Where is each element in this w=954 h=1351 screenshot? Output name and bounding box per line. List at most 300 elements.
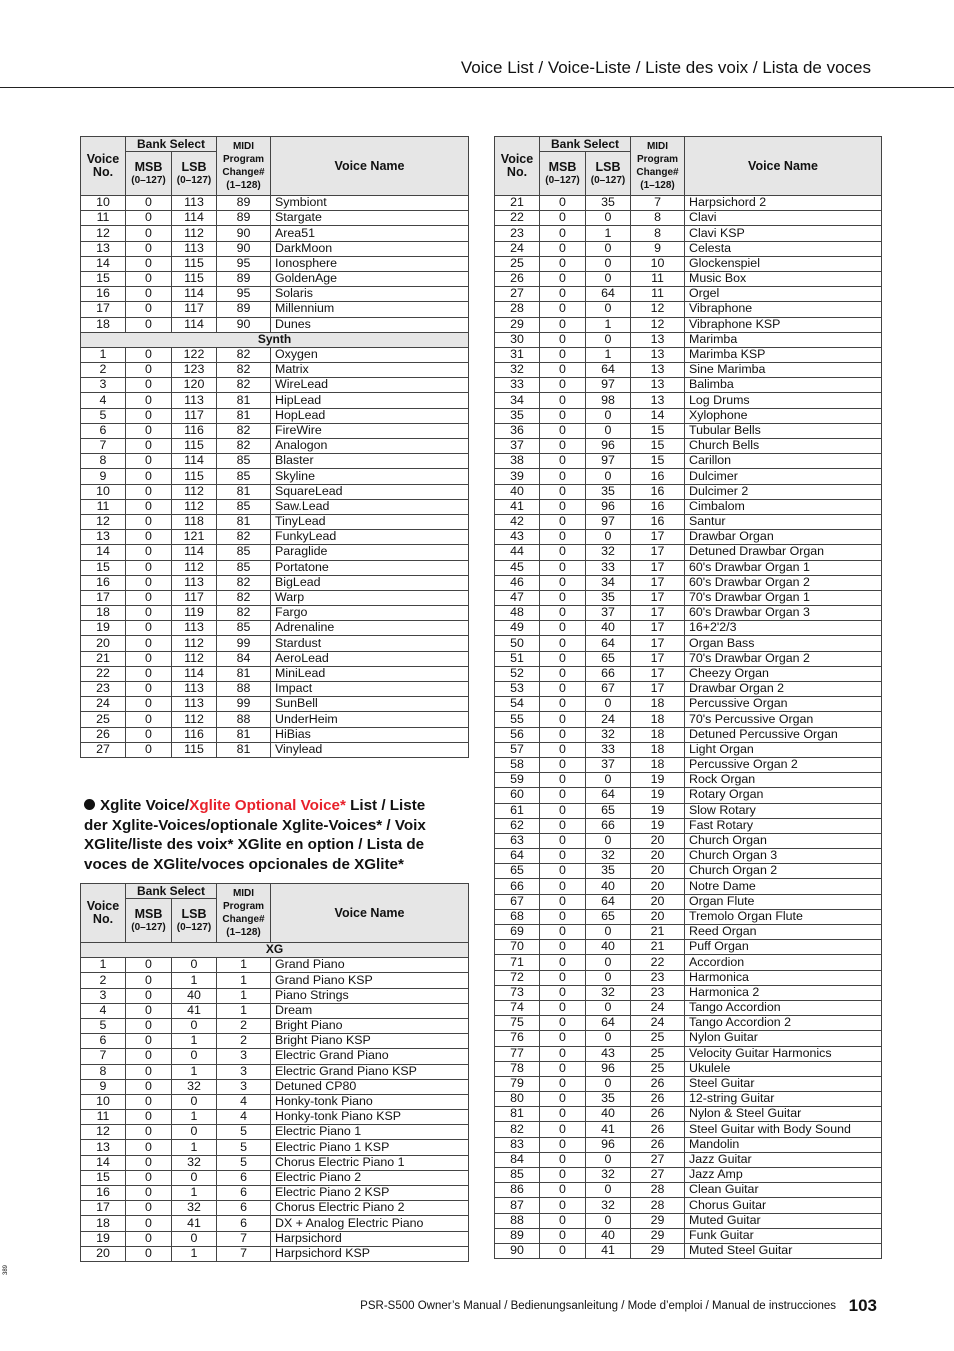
voice-no-cell: 80 bbox=[495, 1092, 540, 1107]
program-change-cell: 8 bbox=[631, 211, 685, 226]
voice-no-cell: 32 bbox=[495, 363, 540, 378]
msb-cell: 0 bbox=[540, 347, 586, 362]
voice-no-cell: 1 bbox=[81, 958, 126, 973]
program-change-cell: 89 bbox=[217, 196, 271, 211]
lsb-cell: 98 bbox=[586, 393, 631, 408]
voice-no-cell: 38 bbox=[495, 454, 540, 469]
program-change-cell: 22 bbox=[631, 955, 685, 970]
program-change-cell: 12 bbox=[631, 317, 685, 332]
table-row bbox=[495, 469, 882, 484]
voice-no-cell: 24 bbox=[81, 697, 126, 712]
table-row bbox=[81, 988, 469, 1003]
lsb-cell: 120 bbox=[172, 378, 217, 393]
voice-no-cell: 20 bbox=[81, 1246, 126, 1261]
table-row bbox=[81, 742, 469, 757]
voice-name-cell: Electric Grand Piano bbox=[271, 1049, 469, 1064]
program-change-cell: 6 bbox=[217, 1216, 271, 1231]
voice-no-cell: 33 bbox=[495, 378, 540, 393]
table-row bbox=[495, 499, 882, 514]
lsb-cell: 0 bbox=[586, 256, 631, 271]
msb-cell: 0 bbox=[126, 408, 172, 423]
lsb-header: LSB (0–127) bbox=[586, 152, 631, 196]
program-change-cell: 29 bbox=[631, 1228, 685, 1243]
voice-name-cell: Notre Dame bbox=[685, 879, 882, 894]
msb-cell: 0 bbox=[540, 940, 586, 955]
voice-no-cell: 16 bbox=[81, 1186, 126, 1201]
table-row bbox=[495, 241, 882, 256]
program-change-cell: 17 bbox=[631, 682, 685, 697]
voice-no-cell: 42 bbox=[495, 514, 540, 529]
voice-no-cell: 46 bbox=[495, 575, 540, 590]
table-row bbox=[81, 241, 469, 256]
program-change-cell: 85 bbox=[217, 621, 271, 636]
lsb-cell: 64 bbox=[586, 363, 631, 378]
voice-no-cell: 76 bbox=[495, 1031, 540, 1046]
table-row bbox=[495, 636, 882, 651]
lsb-cell: 0 bbox=[586, 271, 631, 286]
msb-cell: 0 bbox=[126, 1201, 172, 1216]
voice-name-cell: Harpsichord bbox=[271, 1231, 469, 1246]
program-change-cell: 1 bbox=[217, 1003, 271, 1018]
lsb-cell: 1 bbox=[172, 1064, 217, 1079]
msb-cell: 0 bbox=[126, 1094, 172, 1109]
lsb-cell: 112 bbox=[172, 651, 217, 666]
msb-cell: 0 bbox=[540, 1243, 586, 1258]
program-change-cell: 7 bbox=[217, 1246, 271, 1261]
msb-cell: 0 bbox=[540, 727, 586, 742]
msb-cell: 0 bbox=[540, 1152, 586, 1167]
table-row bbox=[81, 423, 469, 438]
program-change-cell: 95 bbox=[217, 256, 271, 271]
voice-no-cell: 22 bbox=[81, 666, 126, 681]
voice-name-cell: Sine Marimba bbox=[685, 363, 882, 378]
lsb-cell: 66 bbox=[586, 818, 631, 833]
lsb-cell: 0 bbox=[172, 1170, 217, 1185]
table-row bbox=[81, 590, 469, 605]
msb-cell: 0 bbox=[126, 378, 172, 393]
bank-select-header: Bank Select bbox=[126, 137, 217, 152]
voice-no-cell: 19 bbox=[81, 1231, 126, 1246]
table-row bbox=[81, 1064, 469, 1079]
msb-cell: 0 bbox=[126, 287, 172, 302]
voice-no-cell: 52 bbox=[495, 666, 540, 681]
voice-no-cell: 8 bbox=[81, 1064, 126, 1079]
table-row bbox=[81, 682, 469, 697]
msb-cell: 0 bbox=[126, 271, 172, 286]
msb-cell: 0 bbox=[540, 530, 586, 545]
voice-no-cell: 68 bbox=[495, 909, 540, 924]
msb-cell: 0 bbox=[540, 575, 586, 590]
voice-name-header: Voice Name bbox=[685, 137, 882, 196]
voice-no-cell: 37 bbox=[495, 439, 540, 454]
program-change-cell: 20 bbox=[631, 864, 685, 879]
msb-cell: 0 bbox=[540, 621, 586, 636]
lsb-cell: 0 bbox=[586, 332, 631, 347]
msb-cell: 0 bbox=[540, 955, 586, 970]
msb-cell: 0 bbox=[126, 1246, 172, 1261]
table-row bbox=[495, 940, 882, 955]
lsb-cell: 64 bbox=[586, 287, 631, 302]
table-row bbox=[495, 1243, 882, 1258]
table-row bbox=[81, 378, 469, 393]
lsb-cell: 65 bbox=[586, 803, 631, 818]
msb-cell: 0 bbox=[540, 423, 586, 438]
lsb-cell: 116 bbox=[172, 423, 217, 438]
voice-no-cell: 81 bbox=[495, 1107, 540, 1122]
program-change-cell: 3 bbox=[217, 1079, 271, 1094]
program-change-cell: 7 bbox=[631, 196, 685, 211]
msb-cell: 0 bbox=[540, 1016, 586, 1031]
table-row bbox=[495, 970, 882, 985]
voice-no-cell: 18 bbox=[81, 317, 126, 332]
table-row bbox=[495, 1213, 882, 1228]
program-change-cell: 24 bbox=[631, 1016, 685, 1031]
lsb-cell: 113 bbox=[172, 393, 217, 408]
msb-cell: 0 bbox=[540, 636, 586, 651]
voice-no-cell: 23 bbox=[81, 682, 126, 697]
voice-no-cell: 78 bbox=[495, 1061, 540, 1076]
voice-no-cell: 29 bbox=[495, 317, 540, 332]
voice-no-cell: 3 bbox=[81, 988, 126, 1003]
lsb-cell: 1 bbox=[172, 1140, 217, 1155]
program-change-cell: 84 bbox=[217, 651, 271, 666]
lsb-cell: 43 bbox=[586, 1046, 631, 1061]
voice-name-cell: SunBell bbox=[271, 697, 469, 712]
lsb-cell: 64 bbox=[586, 636, 631, 651]
voice-no-cell: 6 bbox=[81, 423, 126, 438]
bullet-icon bbox=[84, 799, 95, 810]
table-row bbox=[495, 211, 882, 226]
table-row bbox=[495, 833, 882, 848]
msb-cell: 0 bbox=[126, 636, 172, 651]
msb-cell: 0 bbox=[126, 1186, 172, 1201]
program-change-cell: 6 bbox=[217, 1186, 271, 1201]
voice-no-cell: 15 bbox=[81, 271, 126, 286]
voice-no-cell: 16 bbox=[81, 575, 126, 590]
msb-cell: 0 bbox=[126, 712, 172, 727]
voice-no-cell: 4 bbox=[81, 393, 126, 408]
program-change-cell: 11 bbox=[631, 287, 685, 302]
program-change-cell: 2 bbox=[217, 1018, 271, 1033]
msb-cell: 0 bbox=[126, 666, 172, 681]
lsb-cell: 32 bbox=[586, 985, 631, 1000]
table-row bbox=[495, 302, 882, 317]
table-row bbox=[495, 894, 882, 909]
lsb-cell: 40 bbox=[586, 621, 631, 636]
program-change-cell: 18 bbox=[631, 727, 685, 742]
table-row bbox=[81, 545, 469, 560]
voice-no-cell: 51 bbox=[495, 651, 540, 666]
msb-cell: 0 bbox=[126, 1155, 172, 1170]
lsb-cell: 118 bbox=[172, 514, 217, 529]
table-row bbox=[495, 454, 882, 469]
lsb-cell: 97 bbox=[586, 378, 631, 393]
voice-name-cell: Ionosphere bbox=[271, 256, 469, 271]
voice-name-cell: Log Drums bbox=[685, 393, 882, 408]
lsb-cell: 0 bbox=[172, 958, 217, 973]
program-change-cell: 5 bbox=[217, 1125, 271, 1140]
table-row bbox=[495, 514, 882, 529]
voice-no-cell: 54 bbox=[495, 697, 540, 712]
voice-table-right bbox=[494, 136, 882, 1259]
voice-no-cell: 49 bbox=[495, 621, 540, 636]
msb-cell: 0 bbox=[540, 894, 586, 909]
msb-cell: 0 bbox=[126, 347, 172, 362]
voice-name-cell: Music Box bbox=[685, 271, 882, 286]
voice-no-cell: 23 bbox=[495, 226, 540, 241]
msb-cell: 0 bbox=[126, 575, 172, 590]
voice-no-cell: 69 bbox=[495, 925, 540, 940]
voice-no-cell: 3 bbox=[81, 378, 126, 393]
voice-no-cell: 13 bbox=[81, 530, 126, 545]
voice-table-xglite bbox=[80, 883, 469, 1262]
voice-no-cell: 27 bbox=[81, 742, 126, 757]
msb-cell: 0 bbox=[540, 211, 586, 226]
table-row bbox=[81, 484, 469, 499]
program-change-cell: 4 bbox=[217, 1110, 271, 1125]
header-divider bbox=[0, 87, 954, 88]
program-change-cell: 82 bbox=[217, 590, 271, 605]
voice-name-cell: Dulcimer bbox=[685, 469, 882, 484]
lsb-cell: 112 bbox=[172, 636, 217, 651]
voice-name-cell: Warp bbox=[271, 590, 469, 605]
msb-cell: 0 bbox=[540, 1122, 586, 1137]
msb-cell: 0 bbox=[540, 271, 586, 286]
voice-name-cell: Orgel bbox=[685, 287, 882, 302]
table-row bbox=[81, 1201, 469, 1216]
lsb-header: LSB (0–127) bbox=[172, 152, 217, 196]
table-row bbox=[81, 363, 469, 378]
table-row bbox=[495, 849, 882, 864]
voice-no-cell: 30 bbox=[495, 332, 540, 347]
table-row bbox=[495, 1228, 882, 1243]
lsb-cell: 96 bbox=[586, 1137, 631, 1152]
lsb-cell: 65 bbox=[586, 909, 631, 924]
voice-name-cell: Clean Guitar bbox=[685, 1183, 882, 1198]
lsb-cell: 66 bbox=[586, 666, 631, 681]
voice-no-cell: 21 bbox=[81, 651, 126, 666]
lsb-cell: 0 bbox=[586, 469, 631, 484]
lsb-cell: 1 bbox=[586, 226, 631, 241]
program-change-cell: 16 bbox=[631, 514, 685, 529]
lsb-cell: 0 bbox=[586, 833, 631, 848]
voice-name-header: Voice Name bbox=[271, 137, 469, 196]
msb-cell: 0 bbox=[126, 1170, 172, 1185]
program-change-cell: 17 bbox=[631, 560, 685, 575]
lsb-cell: 0 bbox=[586, 241, 631, 256]
program-change-cell: 13 bbox=[631, 378, 685, 393]
table-row bbox=[81, 196, 469, 211]
msb-cell: 0 bbox=[540, 788, 586, 803]
table-row bbox=[495, 484, 882, 499]
program-change-cell: 10 bbox=[631, 256, 685, 271]
table-row bbox=[495, 773, 882, 788]
voice-no-cell: 24 bbox=[495, 241, 540, 256]
table-row bbox=[81, 1094, 469, 1109]
section-row bbox=[81, 332, 469, 347]
program-change-cell: 27 bbox=[631, 1152, 685, 1167]
program-change-cell: 17 bbox=[631, 606, 685, 621]
table-row bbox=[81, 1110, 469, 1125]
bank-select-header: Bank Select bbox=[126, 884, 217, 899]
voice-name-cell: Electric Piano 2 KSP bbox=[271, 1186, 469, 1201]
msb-cell: 0 bbox=[126, 606, 172, 621]
table-row bbox=[495, 575, 882, 590]
program-change-cell: 24 bbox=[631, 1000, 685, 1015]
voice-no-cell: 20 bbox=[81, 636, 126, 651]
lsb-cell: 113 bbox=[172, 241, 217, 256]
lsb-cell: 112 bbox=[172, 226, 217, 241]
table-row bbox=[495, 1000, 882, 1015]
voice-no-cell: 61 bbox=[495, 803, 540, 818]
msb-cell: 0 bbox=[126, 1110, 172, 1125]
table-row bbox=[495, 606, 882, 621]
program-change-cell: 89 bbox=[217, 211, 271, 226]
lsb-cell: 32 bbox=[172, 1155, 217, 1170]
msb-cell: 0 bbox=[126, 256, 172, 271]
msb-cell: 0 bbox=[126, 363, 172, 378]
msb-cell: 0 bbox=[126, 621, 172, 636]
table-row bbox=[81, 727, 469, 742]
msb-cell: 0 bbox=[126, 439, 172, 454]
voice-name-cell: Grand Piano bbox=[271, 958, 469, 973]
voice-name-cell: DX + Analog Electric Piano bbox=[271, 1216, 469, 1231]
msb-cell: 0 bbox=[540, 393, 586, 408]
table-row bbox=[81, 1034, 469, 1049]
table-row bbox=[495, 879, 882, 894]
program-change-cell: 20 bbox=[631, 833, 685, 848]
lsb-cell: 32 bbox=[586, 849, 631, 864]
lsb-cell: 112 bbox=[172, 712, 217, 727]
lsb-cell: 121 bbox=[172, 530, 217, 545]
voice-no-cell: 53 bbox=[495, 682, 540, 697]
voice-name-cell: Electric Piano 2 bbox=[271, 1170, 469, 1185]
voice-no-cell: 12 bbox=[81, 514, 126, 529]
lsb-cell: 32 bbox=[586, 1168, 631, 1183]
table-row bbox=[495, 1122, 882, 1137]
program-change-cell: 15 bbox=[631, 454, 685, 469]
voice-name-cell: Fargo bbox=[271, 606, 469, 621]
table-row bbox=[495, 1152, 882, 1167]
voice-name-cell: Marimba KSP bbox=[685, 347, 882, 362]
lsb-cell: 67 bbox=[586, 682, 631, 697]
voice-name-cell: Piano Strings bbox=[271, 988, 469, 1003]
program-change-cell: 15 bbox=[631, 423, 685, 438]
table-row bbox=[81, 271, 469, 286]
program-change-cell: 17 bbox=[631, 545, 685, 560]
voice-no-cell: 12 bbox=[81, 1125, 126, 1140]
lsb-cell: 65 bbox=[586, 651, 631, 666]
table-row bbox=[81, 302, 469, 317]
msb-cell: 0 bbox=[540, 454, 586, 469]
program-change-cell: 3 bbox=[217, 1049, 271, 1064]
lsb-cell: 35 bbox=[586, 196, 631, 211]
program-change-cell: 17 bbox=[631, 666, 685, 681]
voice-no-cell: 87 bbox=[495, 1198, 540, 1213]
table-row bbox=[495, 621, 882, 636]
voice-no-cell: 15 bbox=[81, 560, 126, 575]
xglite-section-heading: Xglite Voice/Xglite Optional Voice* List / Liste der Xglite-Voices/optionale Xglite-Voices* / Voix XGlite/liste des voix* XGlite en option / Lista de voces de XGlite/voces opcionales de XGlite* bbox=[84, 797, 426, 873]
voice-name-cell: Oxygen bbox=[271, 347, 469, 362]
voice-name-cell: 70's Drawbar Organ 1 bbox=[685, 590, 882, 605]
voice-name-cell: Jazz Amp bbox=[685, 1168, 882, 1183]
lsb-cell: 32 bbox=[586, 1198, 631, 1213]
voice-name-cell: Glockenspiel bbox=[685, 256, 882, 271]
voice-no-cell: 34 bbox=[495, 393, 540, 408]
table-row bbox=[495, 1137, 882, 1152]
program-change-header: MIDI Program Change# (1–128) bbox=[631, 137, 685, 196]
voice-name-cell: Velocity Guitar Harmonics bbox=[685, 1046, 882, 1061]
program-change-cell: 11 bbox=[631, 271, 685, 286]
msb-cell: 0 bbox=[126, 530, 172, 545]
msb-cell: 0 bbox=[540, 803, 586, 818]
voice-name-cell: Tango Accordion bbox=[685, 1000, 882, 1015]
program-change-cell: 6 bbox=[217, 1170, 271, 1185]
lsb-cell: 24 bbox=[586, 712, 631, 727]
voice-name-cell: Stargate bbox=[271, 211, 469, 226]
program-change-cell: 18 bbox=[631, 757, 685, 772]
program-change-cell: 82 bbox=[217, 575, 271, 590]
program-change-cell: 90 bbox=[217, 317, 271, 332]
lsb-cell: 113 bbox=[172, 621, 217, 636]
voice-name-cell: Drawbar Organ bbox=[685, 530, 882, 545]
msb-cell: 0 bbox=[126, 499, 172, 514]
voice-no-cell: 5 bbox=[81, 408, 126, 423]
program-change-cell: 16 bbox=[631, 484, 685, 499]
voice-name-cell: Reed Organ bbox=[685, 925, 882, 940]
msb-cell: 0 bbox=[540, 1137, 586, 1152]
program-change-cell: 82 bbox=[217, 439, 271, 454]
table-row bbox=[81, 1231, 469, 1246]
lsb-cell: 117 bbox=[172, 408, 217, 423]
lsb-cell: 0 bbox=[586, 423, 631, 438]
lsb-cell: 0 bbox=[586, 530, 631, 545]
program-change-cell: 81 bbox=[217, 408, 271, 423]
lsb-cell: 119 bbox=[172, 606, 217, 621]
voice-name-cell: Harpsichord 2 bbox=[685, 196, 882, 211]
program-change-cell: 99 bbox=[217, 636, 271, 651]
msb-cell: 0 bbox=[540, 1228, 586, 1243]
program-change-cell: 20 bbox=[631, 879, 685, 894]
program-change-cell: 26 bbox=[631, 1076, 685, 1091]
lsb-cell: 64 bbox=[586, 894, 631, 909]
table-row bbox=[81, 226, 469, 241]
side-page-code: 389 bbox=[3, 1264, 9, 1275]
msb-cell: 0 bbox=[540, 469, 586, 484]
program-change-cell: 85 bbox=[217, 560, 271, 575]
voice-name-cell: AeroLead bbox=[271, 651, 469, 666]
table-row bbox=[81, 1125, 469, 1140]
voice-name-cell: Celesta bbox=[685, 241, 882, 256]
voice-no-cell: 59 bbox=[495, 773, 540, 788]
voice-no-cell: 26 bbox=[81, 727, 126, 742]
table-row bbox=[81, 560, 469, 575]
lsb-cell: 114 bbox=[172, 545, 217, 560]
msb-cell: 0 bbox=[126, 1231, 172, 1246]
program-change-cell: 5 bbox=[217, 1140, 271, 1155]
voice-name-cell: Tango Accordion 2 bbox=[685, 1016, 882, 1031]
voice-no-cell: 63 bbox=[495, 833, 540, 848]
voice-name-cell: Balimba bbox=[685, 378, 882, 393]
voice-name-cell: Saw.Lead bbox=[271, 499, 469, 514]
lsb-cell: 40 bbox=[586, 1228, 631, 1243]
voice-no-cell: 56 bbox=[495, 727, 540, 742]
table-row bbox=[495, 1046, 882, 1061]
lsb-cell: 114 bbox=[172, 666, 217, 681]
voice-no-header: Voice No. bbox=[81, 884, 126, 943]
table-row bbox=[81, 606, 469, 621]
voice-name-cell: Church Organ 2 bbox=[685, 864, 882, 879]
